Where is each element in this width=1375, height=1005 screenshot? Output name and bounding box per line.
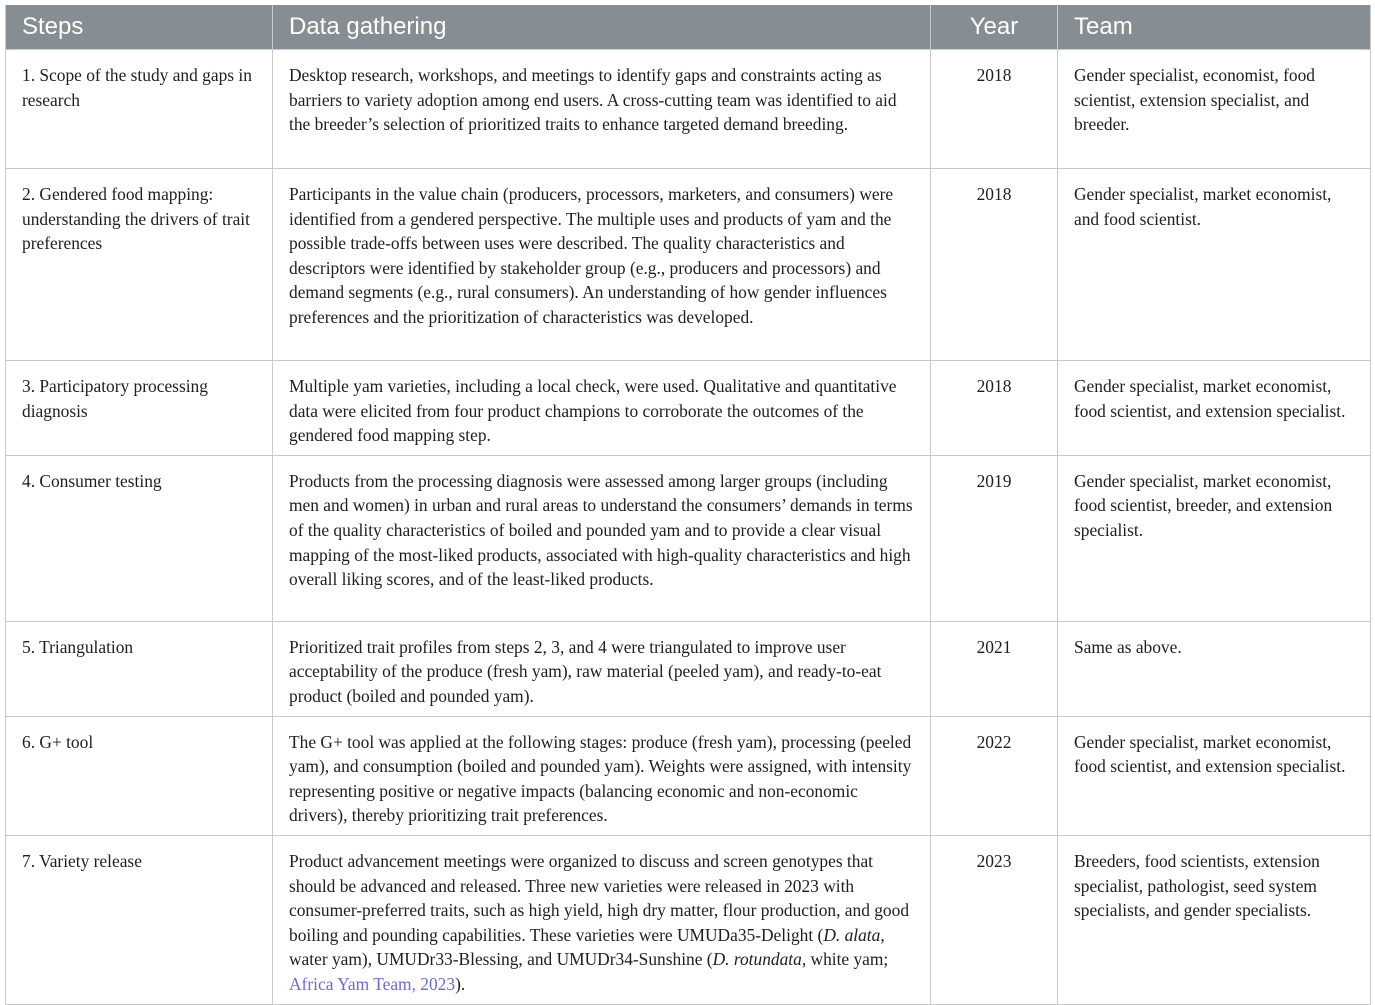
cell-data: Participants in the value chain (producers, processors, marketers, and consumers) were identified from a gendered perspective. The multiple uses and products of yam and the possible trade-offs between uses were described. The quality characteristics and descriptors were identified by stakeholder group (e.g., producers and processors) and demand segments (e.g., rural consumers). An understanding of how gender influences preferences and the prioritization of characteristics was developed. xyxy=(273,169,931,361)
cell-data: Prioritized trait profiles from steps 2, 3, and 4 were triangulated to improve user acceptability of the produce (fresh yam), raw material (peeled yam), and ready-to-eat product (boiled and pounded yam). xyxy=(273,621,931,716)
cell-year: 2021 xyxy=(931,621,1058,716)
cell-year: 2023 xyxy=(931,835,1058,1004)
header-steps: Steps xyxy=(6,5,273,50)
cell-team: Gender specialist, market economist, food scientist, and extension specialist. xyxy=(1058,361,1371,456)
cell-team: Same as above. xyxy=(1058,621,1371,716)
table-row xyxy=(6,835,1371,1004)
cell-step: 1. Scope of the study and gaps in research xyxy=(6,50,273,169)
cell-data xyxy=(273,835,931,1004)
cell-data: Multiple yam varieties, including a local check, were used. Qualitative and quantitative data were elicited from four product champions to corroborate the outcomes of the gendered food mapping step. xyxy=(273,361,931,456)
cell-year: 2019 xyxy=(931,455,1058,621)
cell-step: 6. G+ tool xyxy=(6,716,273,835)
table-row xyxy=(6,169,1371,361)
cell-team: Gender specialist, market economist, food scientist, and extension specialist. xyxy=(1058,716,1371,835)
cell-team: Gender specialist, market economist, food scientist, breeder, and extension specialist. xyxy=(1058,455,1371,621)
data-text: , white yam; xyxy=(801,949,889,970)
data-gathering-table xyxy=(5,5,1371,1005)
cell-step: 3. Participatory processing diagnosis xyxy=(6,361,273,456)
data-text: , water yam), UMUDr33-Blessing, and UMUDr34-Sunshine ( xyxy=(289,924,885,970)
data-text: ). xyxy=(455,973,466,994)
cell-team: Breeders, food scientists, extension specialist, pathologist, seed system specialists, and gender specialists. xyxy=(1058,835,1371,1004)
table-container xyxy=(5,5,1370,1005)
cell-step: 7. Variety release xyxy=(6,835,273,1004)
header-year: Year xyxy=(931,5,1058,50)
species-name: D. alata xyxy=(823,924,881,945)
cell-team: Gender specialist, market economist, and food scientist. xyxy=(1058,169,1371,361)
cell-step: 2. Gendered food mapping: understanding the drivers of trait preferences xyxy=(6,169,273,361)
cell-year: 2018 xyxy=(931,361,1058,456)
cell-year: 2018 xyxy=(931,50,1058,169)
header-row xyxy=(6,5,1371,50)
cell-step: 4. Consumer testing xyxy=(6,455,273,621)
table-row xyxy=(6,50,1371,169)
header-data-gathering: Data gathering xyxy=(273,5,931,50)
citation-link[interactable]: Africa Yam Team, 2023 xyxy=(289,973,456,994)
cell-team: Gender specialist, economist, food scientist, extension specialist, and breeder. xyxy=(1058,50,1371,169)
table-row xyxy=(6,455,1371,621)
cell-data: The G+ tool was applied at the following stages: produce (fresh yam), processing (peeled yam), and consumption (boiled and pounded yam). Weights were assigned, with intensity representing positive or negative impacts (balancing economic and non-economic drivers), thereby prioritizing trait preferences. xyxy=(273,716,931,835)
species-name: D. rotundata xyxy=(712,949,802,970)
table-row xyxy=(6,621,1371,716)
cell-year: 2018 xyxy=(931,169,1058,361)
table-row xyxy=(6,716,1371,835)
data-text: Product advancement meetings were organized to discuss and screen genotypes that should be advanced and released. Three new varieties were released in 2023 with consumer-preferred traits, such as high yield, high dry matter, flour production, and good boiling and pounding capabilities. These varieties were UMUDa35-Delight ( xyxy=(289,850,910,945)
table-row xyxy=(6,361,1371,456)
cell-step: 5. Triangulation xyxy=(6,621,273,716)
cell-year: 2022 xyxy=(931,716,1058,835)
cell-data: Desktop research, workshops, and meetings to identify gaps and constraints acting as barriers to variety adoption among end users. A cross-cutting team was identified to aid the breeder’s selection of prioritized traits to enhance targeted demand breeding. xyxy=(273,50,931,169)
cell-data: Products from the processing diagnosis were assessed among larger groups (including men and women) in urban and rural areas to understand the consumers’ demands in terms of the quality characteristics of boiled and pounded yam and to provide a clear visual mapping of the most-liked products, associated with high-quality characteristics and high overall liking scores, and of the least-liked products. xyxy=(273,455,931,621)
header-team: Team xyxy=(1058,5,1371,50)
